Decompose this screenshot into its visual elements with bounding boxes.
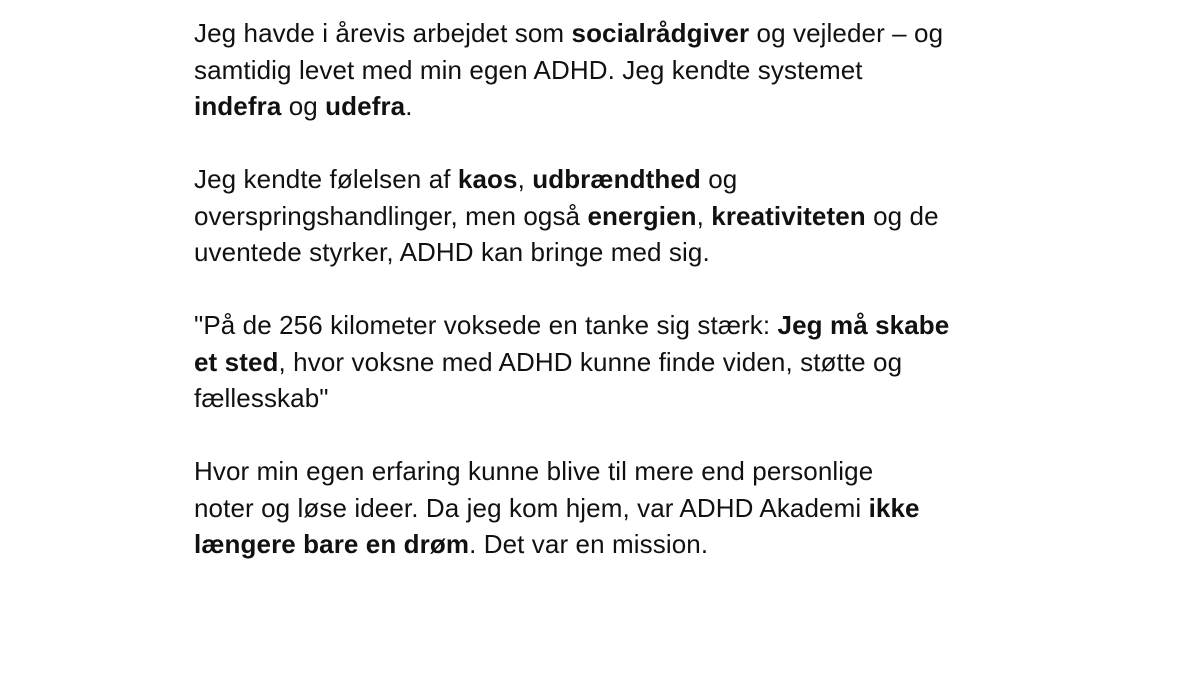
text: og de [865, 200, 939, 231]
text: . Det var en mission. [469, 529, 709, 559]
text: , [517, 164, 533, 194]
emphasis: energien [587, 200, 697, 231]
paragraph-feelings [194, 161, 1094, 271]
text: uventede styrker, ADHD kan bringe med sig. [194, 237, 710, 267]
text: Hvor min egen erfaring kunne blive til mere end personlige [194, 456, 874, 486]
text: Jeg havde i årevis arbejdet som [194, 18, 572, 48]
paragraph-quote [194, 307, 1094, 417]
paragraph-background [194, 15, 1094, 125]
article-body [194, 15, 1094, 599]
emphasis: ikke [868, 492, 920, 523]
emphasis: et sted [194, 346, 279, 377]
text: og [700, 164, 738, 194]
emphasis: indefra [194, 91, 282, 121]
text: fællesskab" [194, 383, 329, 413]
text: samtidig levet med min egen ADHD. Jeg kendte systemet [194, 54, 863, 85]
text: og [281, 91, 326, 121]
text: Jeg kendte følelsen af [194, 164, 458, 194]
text: "På de 256 kilometer voksede en tanke sig stærk: [194, 310, 778, 340]
emphasis: længere bare en drøm [194, 529, 470, 559]
text: noter og løse ideer. Da jeg kom hjem, var ADHD Akademi [194, 492, 869, 523]
text: , [696, 200, 712, 231]
text: , hvor voksne med ADHD kunne finde viden, støtte og [278, 346, 903, 377]
text: overspringshandlinger, men også [194, 200, 588, 231]
emphasis: Jeg må skabe [777, 310, 950, 340]
emphasis: socialrådgiver [571, 18, 750, 48]
paragraph-mission [194, 453, 1094, 563]
text: og vejleder – og [749, 18, 944, 48]
emphasis: kaos [457, 164, 518, 194]
text: . [405, 91, 413, 121]
emphasis: kreativiteten [711, 200, 866, 231]
emphasis: udbrændthed [532, 164, 701, 194]
emphasis: udefra [325, 91, 406, 121]
